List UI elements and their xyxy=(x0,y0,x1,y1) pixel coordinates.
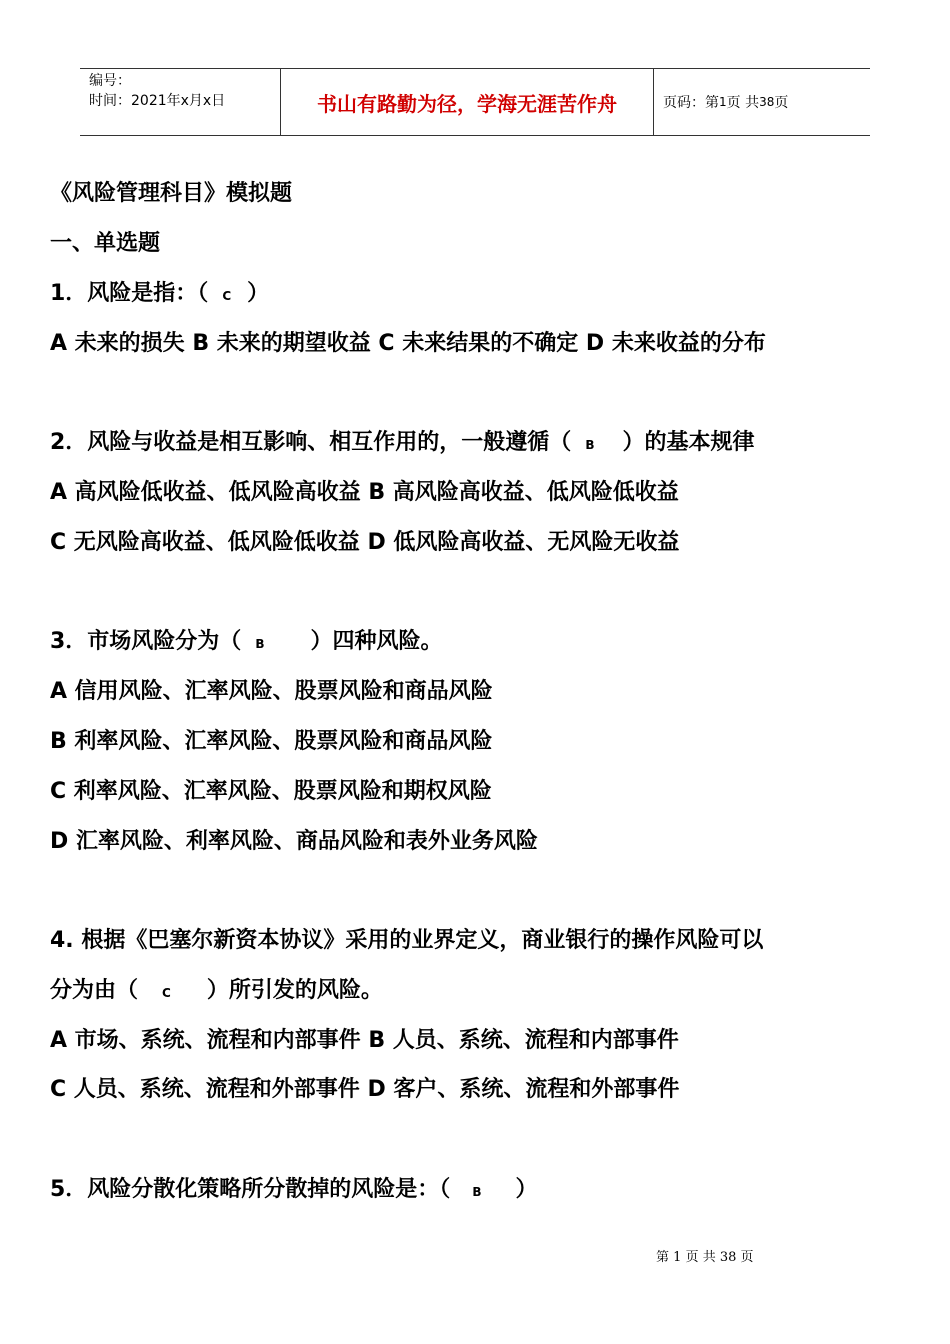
page-label-b: 页 共 xyxy=(726,95,760,111)
page-header xyxy=(80,68,870,136)
header-left-cell xyxy=(80,69,281,135)
question-1-stem-text: 1．风险是指：（ xyxy=(50,281,209,306)
section-heading: 一、单选题 xyxy=(50,231,161,256)
question-4-stem-line1: 4. 根据《巴塞尔新资本协议》采用的业界定义，商业银行的操作风险可以 xyxy=(50,928,764,953)
question-2-options-cd: C 无风险高收益、低风险低收益 D 低风险高收益、无风险无收益 xyxy=(50,530,680,555)
question-4-stem-end: ）所引发的风险。 xyxy=(206,978,383,1003)
question-4-answer: C xyxy=(162,986,171,1000)
question-3-stem-end: ）四种风险。 xyxy=(310,629,443,654)
question-1-stem-end: ） xyxy=(247,281,270,306)
document-title: 《风险管理科目》模拟题 xyxy=(50,181,293,206)
page-footer xyxy=(656,1246,754,1265)
question-2-answer: B xyxy=(585,438,595,452)
question-5-answer: B xyxy=(472,1185,482,1199)
question-2-stem-end: ）的基本规律 xyxy=(622,430,755,455)
question-5-stem-end: ） xyxy=(515,1177,538,1202)
footer-label-b: 页 共 xyxy=(685,1250,716,1265)
question-3-stem xyxy=(50,622,442,662)
question-2-stem-text: 2．风险与收益是相互影响、相互作用的，一般遵循（ xyxy=(50,430,572,455)
question-3-option-c: C 利率风险、汇率风险、股票风险和期权风险 xyxy=(50,779,492,804)
question-1-options: A 未来的损失 B 未来的期望收益 C 未来结果的不确定 D 未来收益的分布 xyxy=(50,331,766,356)
question-2-stem xyxy=(50,423,754,463)
number-label: 编号： xyxy=(89,73,131,89)
question-2-options-ab: A 高风险低收益、低风险高收益 B 高风险高收益、低风险低收益 xyxy=(50,480,679,505)
question-3-option-a: A 信用风险、汇率风险、股票风险和商品风险 xyxy=(50,679,493,704)
question-4-stem-text: 分为由（ xyxy=(50,978,139,1003)
page-label-a: 页码：第 xyxy=(663,95,719,111)
footer-page-number: 1 xyxy=(673,1250,682,1265)
page-number: 1 xyxy=(719,95,727,109)
question-3-option-d: D 汇率风险、利率风险、商品风险和表外业务风险 xyxy=(50,829,538,854)
question-4-stem-line2 xyxy=(50,971,383,1011)
footer-label-c: 页 xyxy=(740,1250,754,1265)
question-5-stem xyxy=(50,1170,537,1210)
question-4-options-cd: C 人员、系统、流程和外部事件 D 客户、系统、流程和外部事件 xyxy=(50,1077,680,1102)
question-3-answer: B xyxy=(255,637,265,651)
motto: 书山有路勤为径，学海无涯苦作舟 xyxy=(281,69,654,135)
question-3-option-b: B 利率风险、汇率风险、股票风险和商品风险 xyxy=(50,729,493,754)
question-4-options-ab: A 市场、系统、流程和内部事件 B 人员、系统、流程和内部事件 xyxy=(50,1028,679,1053)
question-1-stem xyxy=(50,274,269,314)
page-total: 38 xyxy=(759,95,775,109)
footer-label-a: 第 xyxy=(656,1250,670,1265)
page-label-c: 页 xyxy=(774,95,789,111)
question-3-stem-text: 3．市场风险分为（ xyxy=(50,629,242,654)
footer-page-total: 38 xyxy=(719,1250,737,1265)
page-indicator xyxy=(654,69,879,135)
question-5-stem-text: 5．风险分散化策略所分散掉的风险是：（ xyxy=(50,1177,451,1202)
time-label: 时间：2021年x月x日 xyxy=(89,93,226,109)
question-1-answer: C xyxy=(222,289,232,303)
